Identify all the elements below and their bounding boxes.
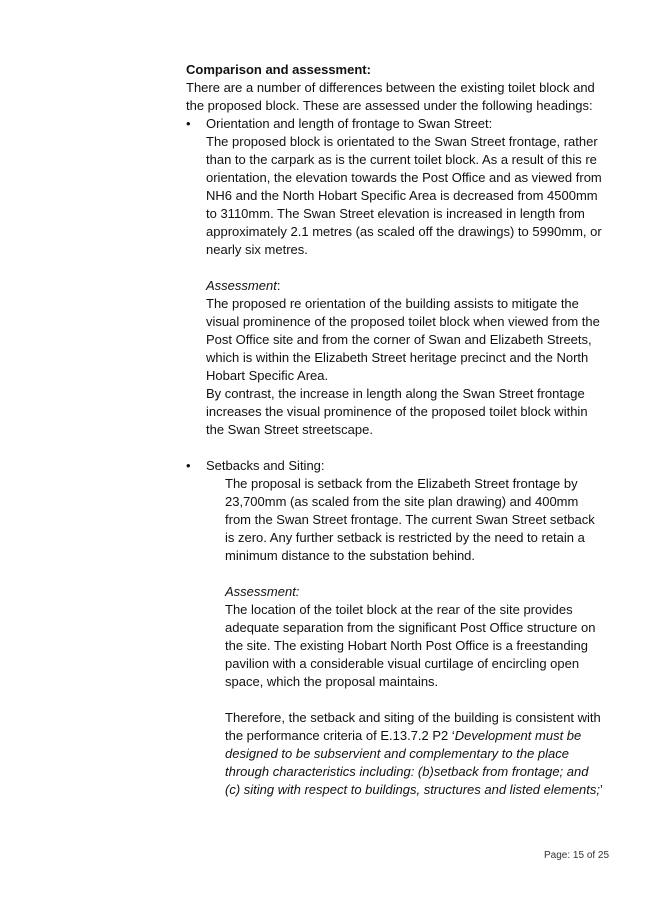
bullet-dot: •: [186, 116, 191, 131]
intro-paragraph: There are a number of differences between the existing toilet block and the proposed block. These are assessed under the following headings:: [186, 80, 595, 113]
assessment-label: Assessment: [206, 278, 277, 293]
bullet-title-orientation: Orientation and length of frontage to Swan Street:: [206, 116, 493, 131]
conclusion-end: ’: [600, 782, 603, 797]
conclusion-plain: Therefore, the setback and siting of the building is consistent with the performance criteria of E.13.7.2 P2 ‘: [225, 710, 601, 743]
orientation-assessment-p2: By contrast, the increase in length along the Swan Street frontage increases the visual prominence of the proposed toilet block within the Swan Street streetscape.: [206, 386, 588, 437]
bullet-orientation: [186, 115, 606, 133]
setbacks-body: The proposal is setback from the Elizabeth Street frontage by 23,700mm (as scaled from the site plan drawing) and 400mm from the Swan Street frontage. The current Swan Street setback is zero. Any further setback is restricted by the need to retain a minimum distance to the substation behind.: [225, 476, 595, 563]
bullet-title-setbacks: Setbacks and Siting:: [206, 458, 325, 473]
bullet-dot: •: [186, 458, 191, 473]
orientation-body: The proposed block is orientated to the Swan Street frontage, rather than to the carpark as is the current toilet block. As a result of this re orientation, the elevation towards the Post Office and as viewed from NH6 and the North Hobart Specific Area is decreased from 4500mm to 3110mm. The Swan Street elevation is increased in length from approximately 2.1 metres (as scaled off the drawings) to 5990mm, or nearly six metres.: [206, 134, 602, 257]
setbacks-assessment-label: Assessment:: [225, 584, 300, 599]
orientation-assessment-label: [206, 277, 606, 295]
setbacks-conclusion: [225, 709, 606, 799]
orientation-assessment-p1: The proposed re orientation of the building assists to mitigate the visual prominence of the proposed toilet block when viewed from the Post Office site and from the corner of Swan and Elizabeth Streets, which is within the Elizabeth Street heritage precinct and the North Hobart Specific Area.: [206, 296, 600, 383]
bullet-setbacks: [186, 457, 606, 475]
section-heading: Comparison and assessment:: [186, 62, 371, 77]
page-number: Page: 15 of 25: [544, 850, 610, 861]
assessment-colon: :: [276, 278, 281, 293]
conclusion-quote: Development must be designed to be subservient and complementary to the place through characteristics including: (b)setback from frontage; and (c) siting with respect to buildings, structures and listed elements;: [225, 728, 601, 797]
setbacks-assessment-p1: The location of the toilet block at the rear of the site provides adequate separation from the significant Post Office structure on the site. The existing Hobart North Post Office is a freestanding pavilion with a considerable visual curtilage of encircling open space, which the proposal maintains.: [225, 602, 596, 689]
